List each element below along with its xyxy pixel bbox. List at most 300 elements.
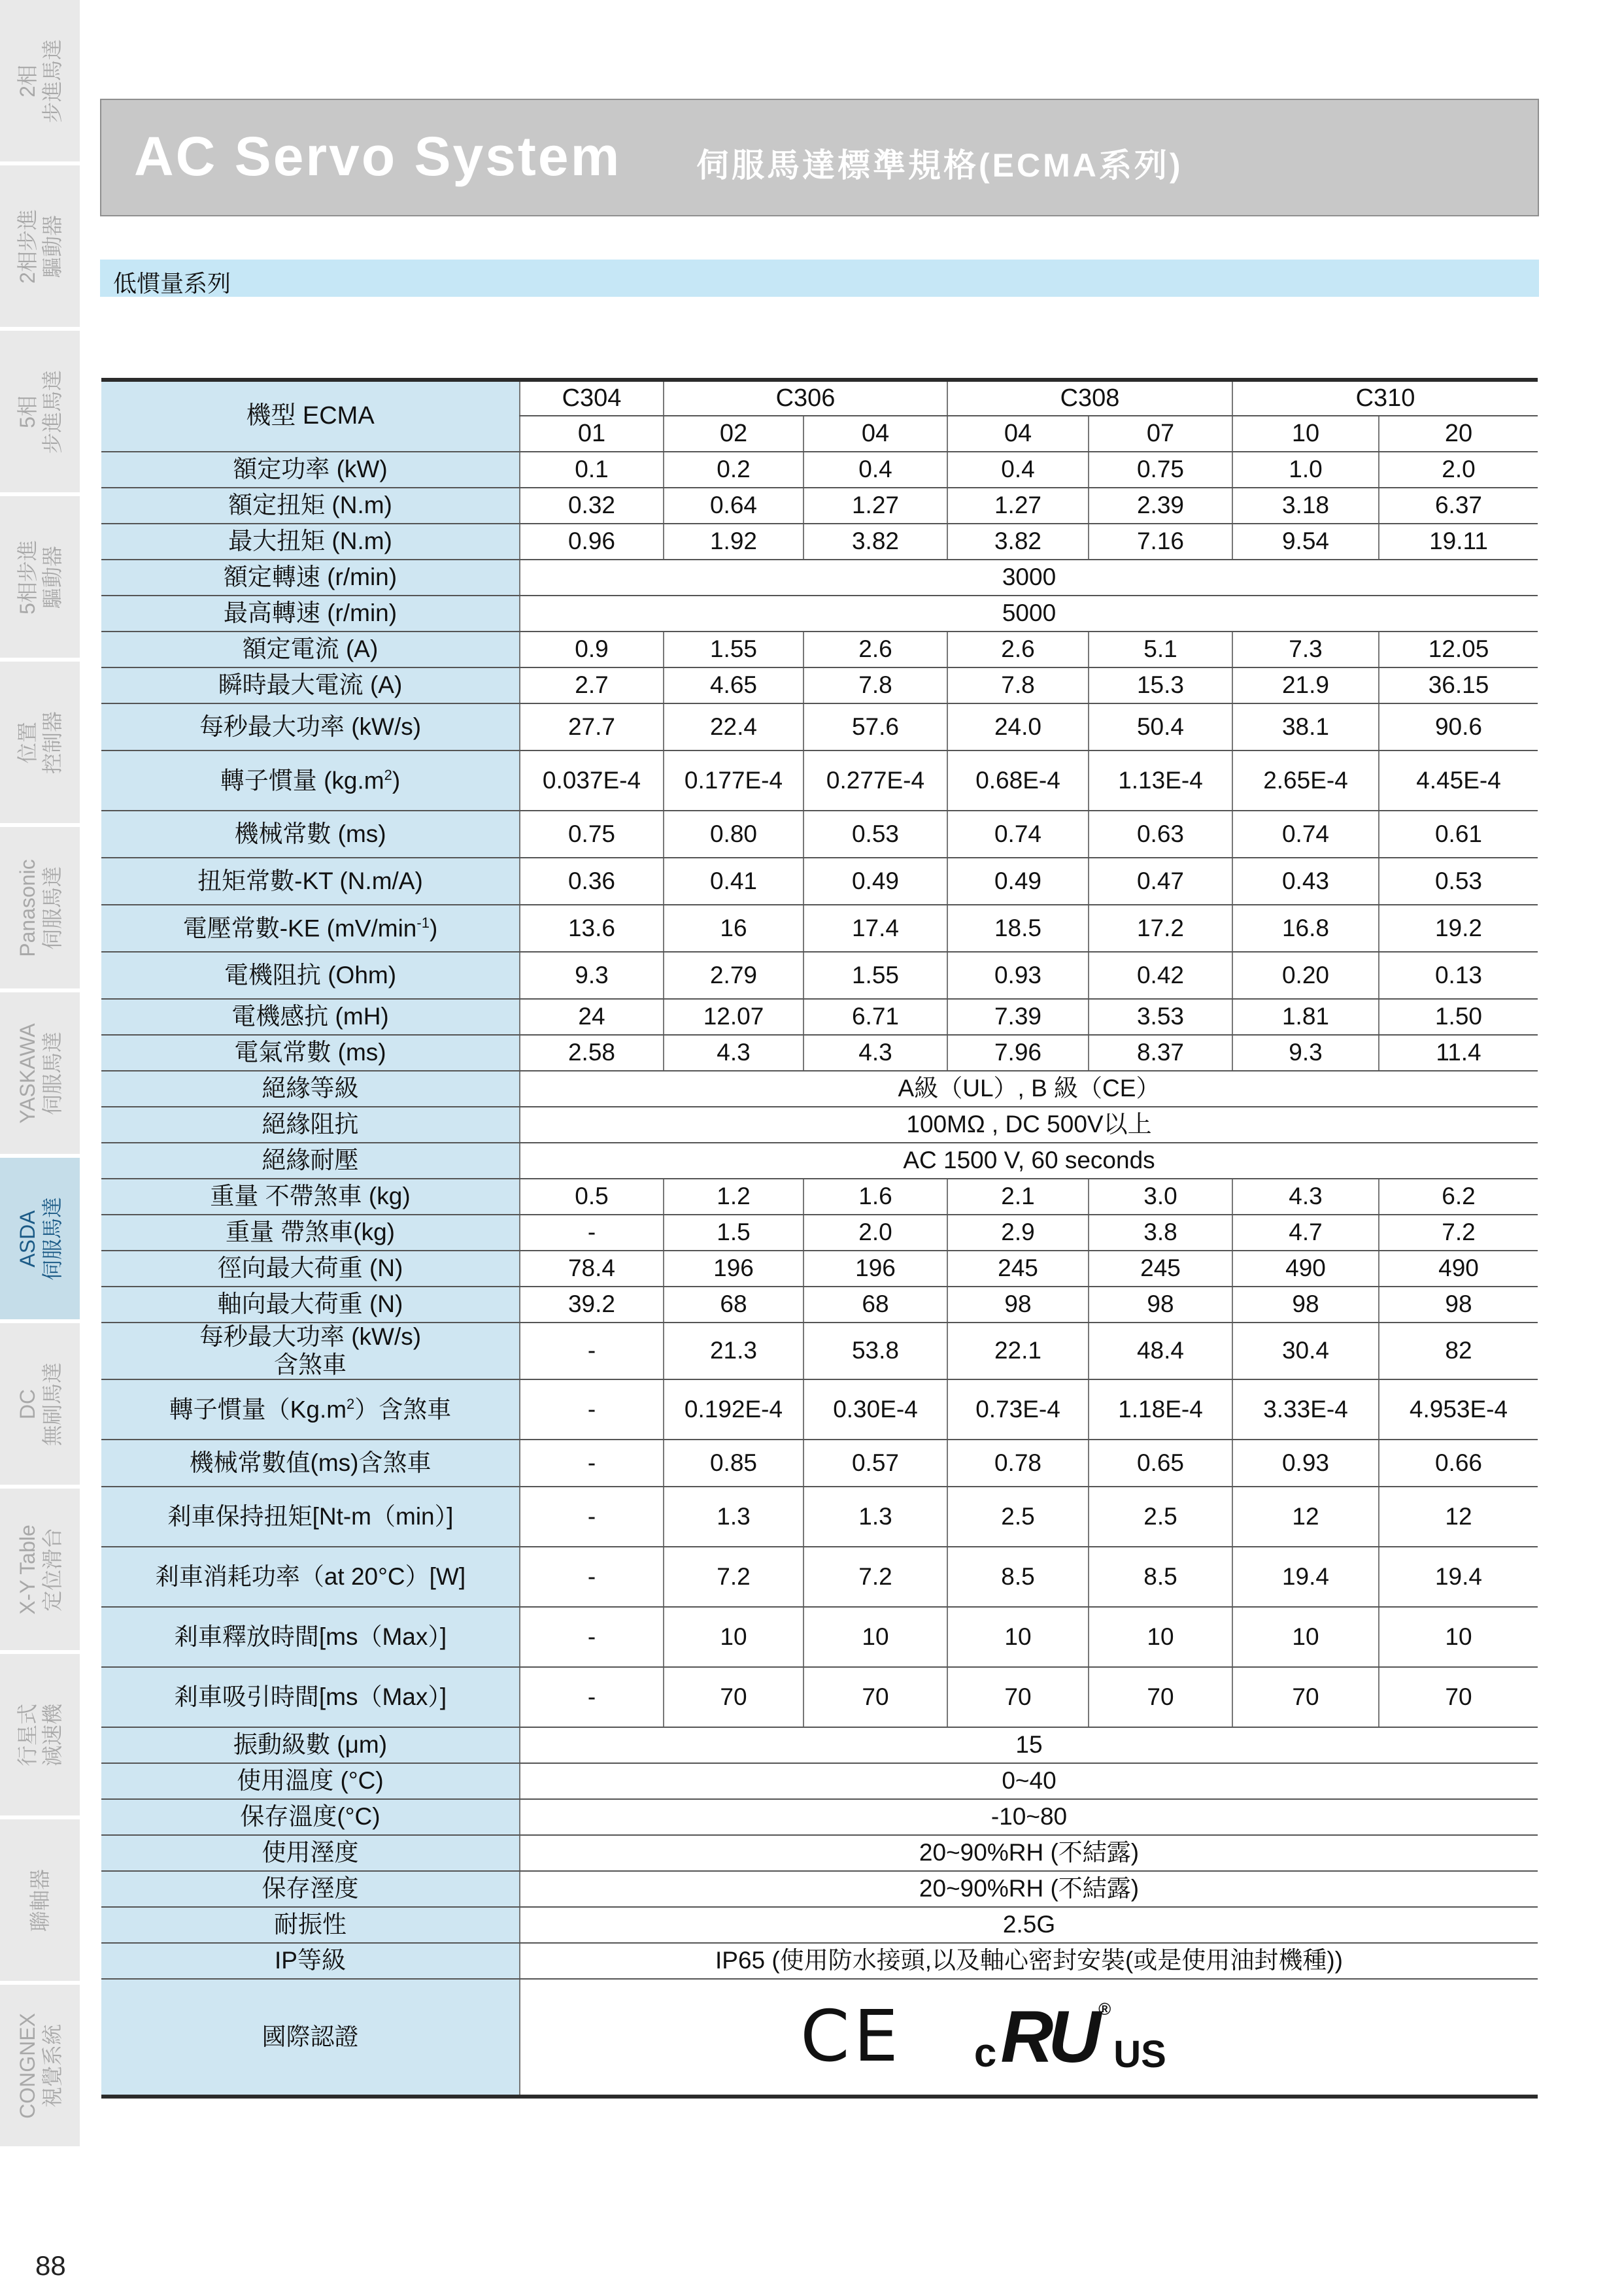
value-cell: 10: [664, 1607, 804, 1667]
sidebar-tab-line1: CONGNEX: [16, 2012, 39, 2119]
row-label: [101, 1547, 520, 1607]
sidebar-tab-label: [15, 540, 65, 615]
value-cell: -: [520, 1547, 664, 1607]
value-cell: 27.7: [520, 703, 664, 751]
value-cell: 0.61: [1379, 811, 1538, 858]
side-navigation: [0, 0, 80, 2151]
value-cell: 4.65: [664, 667, 804, 703]
value-cell: 0.47: [1089, 858, 1232, 905]
value-cell: 0.13: [1379, 952, 1538, 999]
value-cell: 1.3: [804, 1487, 947, 1547]
table-row: [101, 1035, 1538, 1071]
value-cell: 12: [1232, 1487, 1379, 1547]
row-label-text: 額定功率 (kW): [233, 456, 388, 483]
row-label-text: 扭矩常數-KT (N.m/A): [197, 867, 423, 894]
row-label-text: 保存溫度(°C): [240, 1803, 381, 1830]
row-label: [101, 1035, 520, 1071]
value-cell: 10: [1232, 1607, 1379, 1667]
value-cell: 21.3: [664, 1323, 804, 1379]
sidebar-tab-line1: 5相: [16, 395, 39, 428]
superscript: 2: [384, 766, 392, 783]
value-cell: 12.05: [1379, 632, 1538, 667]
row-label-text: 絕緣等級: [262, 1075, 359, 1102]
value-cell: 4.3: [804, 1035, 947, 1071]
row-label: [101, 1215, 520, 1251]
spanned-value: A級（UL）, B 級（CE）: [520, 1071, 1538, 1107]
sidebar-tab-label: [15, 209, 65, 284]
value-cell: 70: [1089, 1667, 1232, 1727]
table-row: [101, 1287, 1538, 1323]
row-label: [101, 1607, 520, 1667]
row-label: [101, 952, 520, 999]
sidebar-tab-line2: 步進馬達: [41, 369, 64, 454]
model-header: 07: [1089, 416, 1232, 452]
row-label: [101, 1323, 520, 1379]
value-cell: 1.50: [1379, 999, 1538, 1035]
value-cell: 1.27: [804, 488, 947, 524]
row-label: [101, 751, 520, 811]
row-label: [101, 1835, 520, 1871]
value-cell: 7.2: [664, 1547, 804, 1607]
row-label-text: 使用溫度 (°C): [237, 1767, 384, 1795]
row-label-text: 軸向最大荷重 (N): [217, 1290, 403, 1318]
row-label-text: 電機感抗 (mH): [231, 1003, 389, 1030]
value-cell: 19.2: [1379, 905, 1538, 952]
table-row: [101, 452, 1538, 488]
sidebar-tab[interactable]: [0, 331, 80, 494]
value-cell: 38.1: [1232, 703, 1379, 751]
sidebar-tab-line1: 2相: [16, 64, 39, 97]
sidebar-tab-line1: X-Y Table: [16, 1524, 39, 1615]
row-label-text: 重量 帶煞車(kg): [226, 1219, 395, 1246]
value-cell: 15.3: [1089, 667, 1232, 703]
table-row: [101, 1979, 1538, 2097]
value-cell: -: [520, 1323, 664, 1379]
section-title: 低慣量系列: [113, 270, 231, 297]
row-label: [101, 1943, 520, 1979]
value-cell: 1.55: [664, 632, 804, 667]
value-cell: 0.192E-4: [664, 1379, 804, 1440]
value-cell: 4.3: [664, 1035, 804, 1071]
sidebar-tab[interactable]: [0, 827, 80, 990]
value-cell: 98: [1379, 1287, 1538, 1323]
sidebar-tab[interactable]: [0, 1158, 80, 1321]
table-row: [101, 858, 1538, 905]
row-label: [101, 452, 520, 488]
sidebar-tab[interactable]: [0, 662, 80, 825]
value-cell: 0.43: [1232, 858, 1379, 905]
certification-cell: [520, 1979, 1538, 2097]
value-cell: 2.5: [1089, 1487, 1232, 1547]
value-cell: 10: [1089, 1607, 1232, 1667]
row-label: [101, 488, 520, 524]
row-label: [101, 811, 520, 858]
row-label-text: 電氣常數 (ms): [234, 1039, 386, 1066]
superscript: -1: [416, 914, 430, 931]
table-row: [101, 1871, 1538, 1907]
table-header-row: [101, 380, 1538, 416]
row-label-text: 絕緣阻抗: [262, 1111, 359, 1138]
cert-mark-part: RU: [1000, 1996, 1096, 2078]
section-bar: [100, 260, 1539, 297]
row-label-text: 耐振性: [274, 1911, 347, 1938]
row-label-text: 保存溼度: [262, 1875, 359, 1902]
value-cell: 16.8: [1232, 905, 1379, 952]
value-cell: 70: [804, 1667, 947, 1727]
value-cell: 1.81: [1232, 999, 1379, 1035]
value-cell: 0.65: [1089, 1440, 1232, 1487]
row-label-text: 剎車保持扭矩[Nt-m（min）]: [167, 1502, 454, 1530]
spanned-value: -10~80: [520, 1799, 1538, 1835]
value-cell: 0.63: [1089, 811, 1232, 858]
row-label: [101, 1287, 520, 1323]
value-cell: 21.9: [1232, 667, 1379, 703]
row-label: [101, 632, 520, 667]
value-cell: 0.36: [520, 858, 664, 905]
row-label: [101, 1907, 520, 1943]
value-cell: 1.6: [804, 1179, 947, 1215]
value-cell: 10: [947, 1607, 1089, 1667]
row-label: [101, 1107, 520, 1143]
value-cell: 4.3: [1232, 1179, 1379, 1215]
cul-us-mark-icon: [973, 1996, 1166, 2078]
model-header: 04: [804, 416, 947, 452]
table-row: [101, 1763, 1538, 1799]
value-cell: 11.4: [1379, 1035, 1538, 1071]
value-cell: 1.5: [664, 1215, 804, 1251]
value-cell: 9.3: [1232, 1035, 1379, 1071]
value-cell: 2.6: [947, 632, 1089, 667]
value-cell: 17.4: [804, 905, 947, 952]
value-cell: 7.8: [804, 667, 947, 703]
value-cell: 4.953E-4: [1379, 1379, 1538, 1440]
value-cell: 70: [1379, 1667, 1538, 1727]
spanned-value: IP65 (使用防水接頭,以及軸心密封安裝(或是使用油封機種)): [520, 1943, 1538, 1979]
row-label: [101, 1871, 520, 1907]
value-cell: -: [520, 1607, 664, 1667]
table-row: [101, 751, 1538, 811]
ce-mark-icon: CE: [800, 1996, 902, 2078]
value-cell: 3.82: [947, 524, 1089, 560]
table-row: [101, 1667, 1538, 1727]
row-label-text: 振動級數 (μm): [233, 1731, 388, 1759]
cert-mark-part: ®: [1098, 1999, 1111, 2019]
value-cell: 2.79: [664, 952, 804, 999]
sidebar-tab[interactable]: [0, 1654, 80, 1817]
value-cell: 0.74: [1232, 811, 1379, 858]
value-cell: 3.82: [804, 524, 947, 560]
value-cell: 70: [947, 1667, 1089, 1727]
row-label: [101, 667, 520, 703]
row-label: [101, 1667, 520, 1727]
value-cell: 8.5: [1089, 1547, 1232, 1607]
value-cell: 7.16: [1089, 524, 1232, 560]
row-label-text: 電壓常數-KE $(mV/\min^{-1})$: [182, 914, 438, 941]
model-header: 20: [1379, 416, 1538, 452]
table-row: [101, 1907, 1538, 1943]
value-cell: 19.11: [1379, 524, 1538, 560]
model-label-cell: 機型 ECMA: [101, 380, 520, 452]
value-cell: 0.64: [664, 488, 804, 524]
value-cell: 245: [1089, 1251, 1232, 1287]
value-cell: 2.7: [520, 667, 664, 703]
value-cell: 0.5: [520, 1179, 664, 1215]
value-cell: 0.2: [664, 452, 804, 488]
value-cell: 8.5: [947, 1547, 1089, 1607]
sidebar-tab-line2: 步進馬達: [41, 39, 64, 123]
value-cell: 24.0: [947, 703, 1089, 751]
table-row: [101, 905, 1538, 952]
value-cell: 10: [804, 1607, 947, 1667]
value-cell: 1.13E-4: [1089, 751, 1232, 811]
row-label: [101, 560, 520, 596]
value-cell: 490: [1232, 1251, 1379, 1287]
value-cell: 7.2: [1379, 1215, 1538, 1251]
value-cell: 13.6: [520, 905, 664, 952]
table-row: [101, 952, 1538, 999]
sidebar-tab-line1: ASDA: [16, 1209, 39, 1268]
value-cell: 7.39: [947, 999, 1089, 1035]
value-cell: 0.93: [1232, 1440, 1379, 1487]
value-cell: 0.74: [947, 811, 1089, 858]
value-cell: 0.53: [804, 811, 947, 858]
table-row: [101, 811, 1538, 858]
spanned-value: 20~90%RH (不結露): [520, 1871, 1538, 1907]
value-cell: 0.9: [520, 632, 664, 667]
value-cell: 0.1: [520, 452, 664, 488]
value-cell: 0.177E-4: [664, 751, 804, 811]
value-cell: 2.65E-4: [1232, 751, 1379, 811]
value-cell: 78.4: [520, 1251, 664, 1287]
value-cell: 3.53: [1089, 999, 1232, 1035]
value-cell: 0.93: [947, 952, 1089, 999]
value-cell: 1.27: [947, 488, 1089, 524]
sidebar-tab-label: [27, 1868, 52, 1931]
table-row: [101, 1727, 1538, 1763]
sidebar-tab-line2: 驅動器: [41, 214, 64, 278]
row-label: [101, 1799, 520, 1835]
value-cell: 30.4: [1232, 1323, 1379, 1379]
table-row: [101, 1179, 1538, 1215]
sidebar-tab-label: [15, 39, 65, 122]
table-row: [101, 596, 1538, 632]
table-row: [101, 999, 1538, 1035]
model-header: 04: [947, 416, 1089, 452]
value-cell: 68: [664, 1287, 804, 1323]
value-cell: -: [520, 1487, 664, 1547]
value-cell: 0.75: [1089, 452, 1232, 488]
value-cell: 0.277E-4: [804, 751, 947, 811]
row-label-text: 電機阻抗 (Ohm): [224, 961, 397, 988]
row-label: [101, 1727, 520, 1763]
table-row: [101, 1440, 1538, 1487]
value-cell: 196: [664, 1251, 804, 1287]
row-label-text: 瞬時最大電流 (A): [218, 671, 403, 699]
spec-table: [101, 378, 1538, 2099]
value-cell: 57.6: [804, 703, 947, 751]
value-cell: 68: [804, 1287, 947, 1323]
sidebar-tab[interactable]: [0, 165, 80, 329]
series-header: C308: [947, 380, 1232, 416]
value-cell: 50.4: [1089, 703, 1232, 751]
value-cell: 17.2: [1089, 905, 1232, 952]
row-label: [101, 905, 520, 952]
row-label: [101, 1179, 520, 1215]
value-cell: 1.3: [664, 1487, 804, 1547]
sidebar-tab-label: [15, 1703, 65, 1766]
series-header: C306: [664, 380, 947, 416]
value-cell: 48.4: [1089, 1323, 1232, 1379]
row-label-text: IP等級: [275, 1947, 346, 1974]
value-cell: 39.2: [520, 1287, 664, 1323]
value-cell: 2.39: [1089, 488, 1232, 524]
sidebar-tab[interactable]: [0, 1489, 80, 1652]
header-subtitle: 伺服馬達標準規格(ECMA系列): [696, 147, 1183, 184]
cert-mark-part: US: [1113, 2033, 1166, 2076]
value-cell: 9.3: [520, 952, 664, 999]
value-cell: 0.66: [1379, 1440, 1538, 1487]
value-cell: 6.37: [1379, 488, 1538, 524]
table-row: [101, 488, 1538, 524]
sidebar-tab-line2: 視覺系統: [41, 2023, 64, 2108]
value-cell: 0.96: [520, 524, 664, 560]
value-cell: 36.15: [1379, 667, 1538, 703]
table-row: [101, 1607, 1538, 1667]
sidebar-tab-label: [15, 369, 65, 453]
table-row: [101, 1323, 1538, 1379]
value-cell: 3.8: [1089, 1215, 1232, 1251]
value-cell: 0.32: [520, 488, 664, 524]
value-cell: 70: [1232, 1667, 1379, 1727]
sidebar-tab-line1: Panasonic: [16, 858, 39, 957]
sidebar-tab-label: [15, 859, 65, 956]
value-cell: 0.20: [1232, 952, 1379, 999]
series-header: C310: [1232, 380, 1538, 416]
row-label: [101, 1487, 520, 1547]
value-cell: 1.18E-4: [1089, 1379, 1232, 1440]
sidebar-tab-line2: 聯軸器: [28, 1868, 52, 1932]
value-cell: 53.8: [804, 1323, 947, 1379]
value-cell: 0.53: [1379, 858, 1538, 905]
sidebar-tab-line2: 伺服馬達: [41, 1196, 64, 1281]
value-cell: 1.0: [1232, 452, 1379, 488]
table-row: [101, 1071, 1538, 1107]
model-header: 02: [664, 416, 804, 452]
sidebar-tab-line2: 控制器: [41, 711, 64, 774]
value-cell: 0.68E-4: [947, 751, 1089, 811]
row-label-text: 每秒最大功率 (kW/s): [199, 1323, 422, 1350]
row-label: [101, 596, 520, 632]
row-label: [101, 1379, 520, 1440]
sidebar-tab-line2: 伺服馬達: [41, 1031, 64, 1115]
value-cell: 98: [947, 1287, 1089, 1323]
row-label: [101, 1143, 520, 1179]
value-cell: 0.80: [664, 811, 804, 858]
value-cell: 24: [520, 999, 664, 1035]
value-cell: 4.7: [1232, 1215, 1379, 1251]
row-label: [101, 1979, 520, 2097]
value-cell: 0.85: [664, 1440, 804, 1487]
table-row: [101, 1547, 1538, 1607]
value-cell: 6.2: [1379, 1179, 1538, 1215]
sidebar-tab[interactable]: [0, 1985, 80, 2148]
value-cell: 2.6: [804, 632, 947, 667]
row-label-text: 額定電流 (A): [242, 635, 379, 663]
table-row: [101, 1379, 1538, 1440]
value-cell: -: [520, 1440, 664, 1487]
value-cell: 19.4: [1379, 1547, 1538, 1607]
value-cell: 7.8: [947, 667, 1089, 703]
page-number: 88: [35, 2250, 66, 2281]
value-cell: 18.5: [947, 905, 1089, 952]
value-cell: 3.0: [1089, 1179, 1232, 1215]
table-row: [101, 667, 1538, 703]
spanned-value: AC 1500 V, 60 seconds: [520, 1143, 1538, 1179]
sidebar-tab[interactable]: [0, 1819, 80, 1983]
row-label-text: 剎車釋放時間[ms（Max）]: [173, 1623, 447, 1650]
row-label: [101, 524, 520, 560]
sidebar-tab-line2: 伺服馬達: [41, 866, 64, 950]
spanned-value: 15: [520, 1727, 1538, 1763]
header-title: AC Servo System: [134, 126, 622, 187]
table-row: [101, 1215, 1538, 1251]
table-row: [101, 1251, 1538, 1287]
row-label-text: 每秒最大功率 (kW/s): [199, 713, 422, 740]
table-row: [101, 1943, 1538, 1979]
sidebar-tab[interactable]: [0, 0, 80, 163]
row-label-text: 轉子慣量$(Kg.m^2)$含煞車: [169, 1395, 452, 1423]
spanned-value: 3000: [520, 560, 1538, 596]
table-row: [101, 1107, 1538, 1143]
sidebar-tab[interactable]: [0, 1323, 80, 1487]
value-cell: 196: [804, 1251, 947, 1287]
value-cell: 22.4: [664, 703, 804, 751]
value-cell: 0.4: [947, 452, 1089, 488]
sidebar-tab-label: [15, 711, 65, 773]
sidebar-tab-label: [15, 1023, 65, 1124]
sidebar-tab[interactable]: [0, 496, 80, 660]
sidebar-tab-label: [15, 1196, 65, 1280]
row-label: [101, 703, 520, 751]
value-cell: 490: [1379, 1251, 1538, 1287]
value-cell: 98: [1232, 1287, 1379, 1323]
value-cell: 10: [1379, 1607, 1538, 1667]
value-cell: 9.54: [1232, 524, 1379, 560]
row-label-text: 含煞車: [274, 1351, 347, 1378]
value-cell: 0.30E-4: [804, 1379, 947, 1440]
value-cell: 12.07: [664, 999, 804, 1035]
row-label-text: 重量 不帶煞車 (kg): [210, 1183, 411, 1210]
value-cell: 98: [1089, 1287, 1232, 1323]
row-label-text: 國際認證: [262, 2023, 359, 2050]
sidebar-tab-line1: 位置: [16, 721, 39, 764]
row-label-text: 機械常數 (ms): [234, 820, 386, 847]
sidebar-tab[interactable]: [0, 992, 80, 1156]
value-cell: 70: [664, 1667, 804, 1727]
sidebar-tab-line1: DC: [16, 1389, 39, 1419]
value-cell: 3.33E-4: [1232, 1379, 1379, 1440]
row-label-text: 轉子慣量 $(kg.m^2)$: [220, 766, 401, 794]
sidebar-tab-line2: 無刷馬達: [41, 1362, 64, 1446]
value-cell: 0.57: [804, 1440, 947, 1487]
value-cell: 3.18: [1232, 488, 1379, 524]
row-label: [101, 999, 520, 1035]
spanned-value: 0~40: [520, 1763, 1538, 1799]
model-header: 01: [520, 416, 664, 452]
value-cell: 4.45E-4: [1379, 751, 1538, 811]
value-cell: 6.71: [804, 999, 947, 1035]
table-row: [101, 560, 1538, 596]
